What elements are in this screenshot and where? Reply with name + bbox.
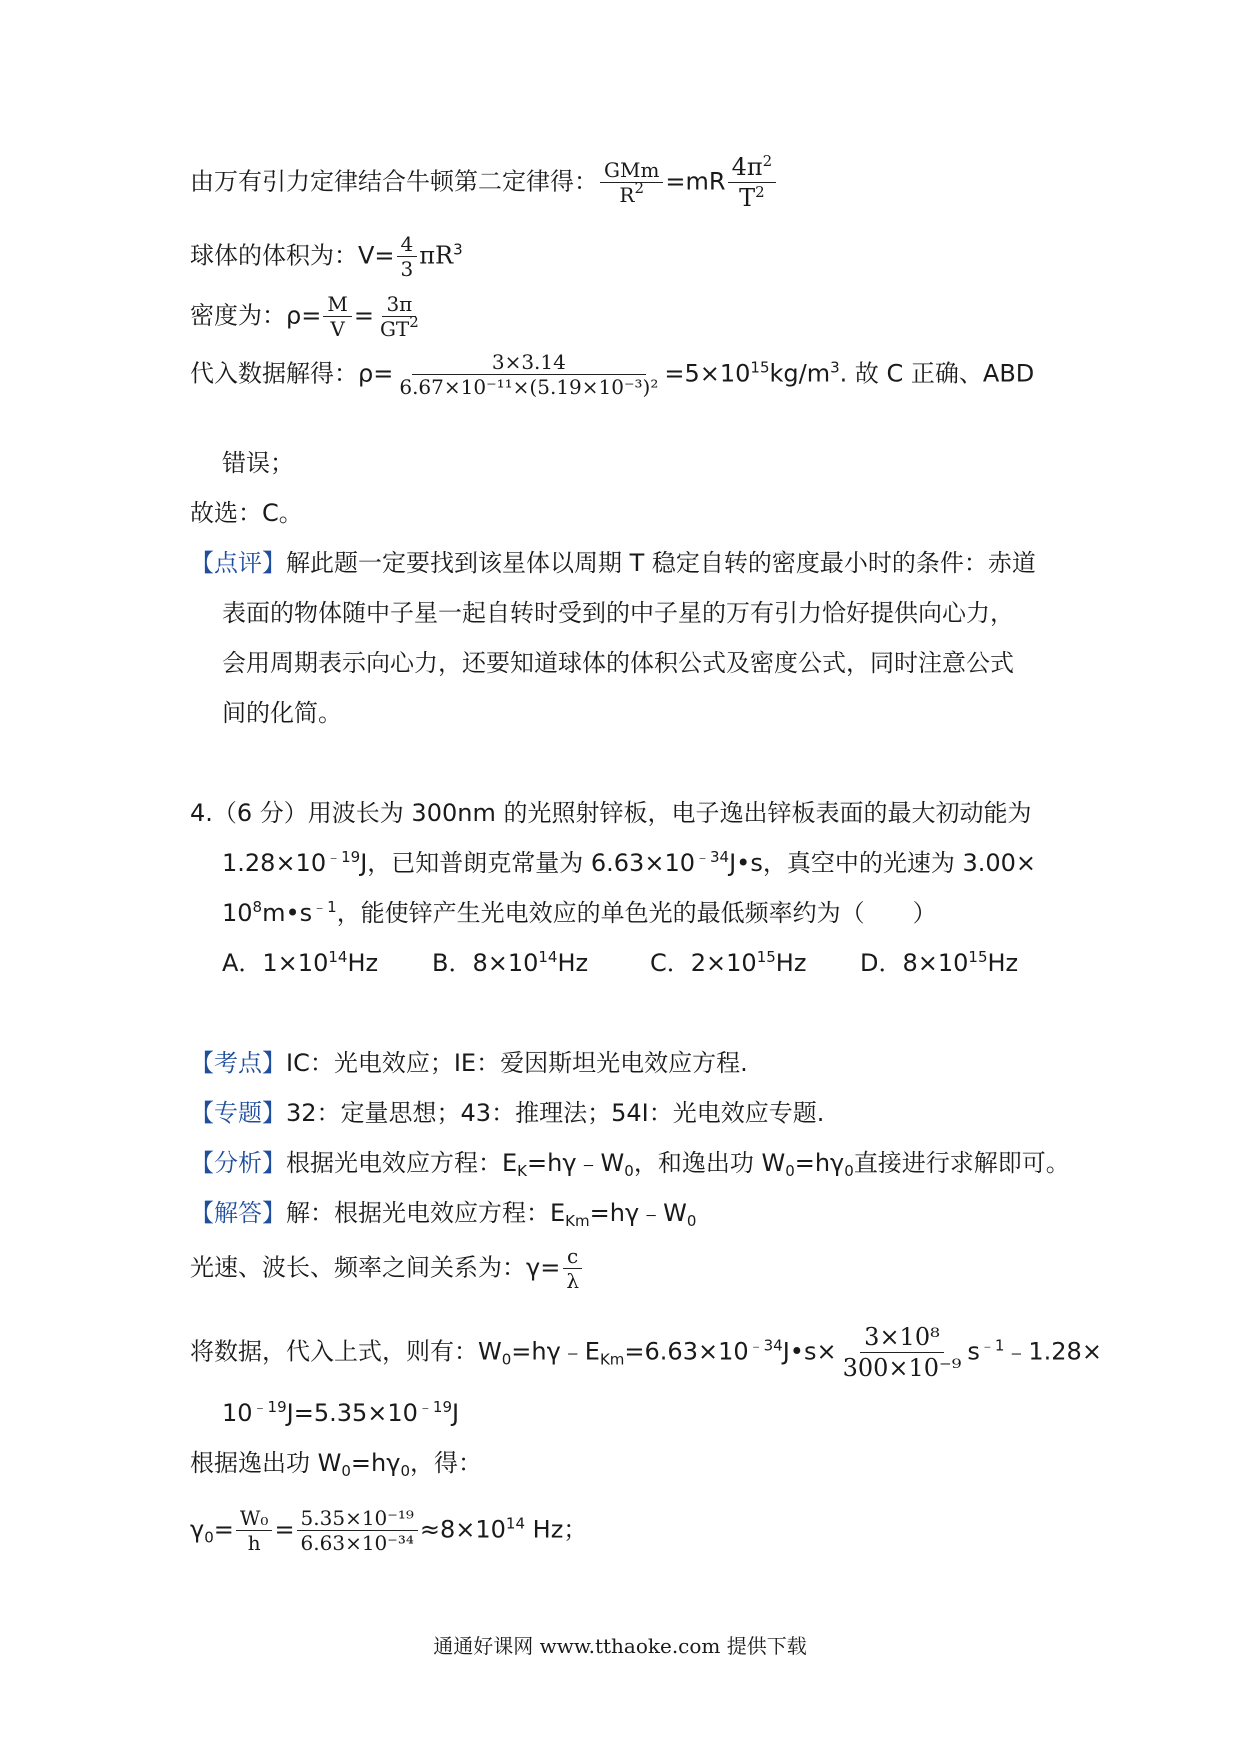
options-row (222, 946, 1070, 980)
comment-line-2: 表面的物体随中子星一起自转时受到的中子星的万有引力恰好提供向心力， (222, 599, 1014, 627)
question-line-3: $10^8m•s^{﹣1}$，能使锌产生光电效应的单色光的最低频率约为（ ） (222, 898, 937, 927)
option-c[interactable]: C．$2\times 10^{15}Hz$ (650, 948, 807, 977)
work-value-line: $10^{﹣19}J=5.35\times 10^{﹣19}J$ (222, 1398, 460, 1427)
error-text: 错误； (222, 449, 294, 477)
density-fraction-2: $\frac{3\pi}{GT^2}$ (379, 292, 419, 341)
option-d[interactable]: D．$8\times 10^{15}Hz$ (860, 948, 1019, 977)
substitute-line: 将数据，代入上式，则有：$W_0=h\gamma﹣E_{Km}=6.63\times 10^{﹣34}J•s\times$ $\frac{\text{3×10⁸}}{\text{300×10⁻⁹}}$ $s^{﹣1}﹣1.28\times$ (190, 1323, 1102, 1382)
option-b[interactable]: B．$8\times 10^{14}Hz$ (432, 948, 589, 977)
comment-line-3: 会用周期表示向心力，还要知道球体的体积公式及密度公式，同时注意公式 (222, 649, 1014, 677)
gravity-equation-text: 由万有引力定律结合牛顿第二定律得： (190, 167, 598, 196)
relation-fraction: $\frac{c}{\lambda}$ (562, 1244, 583, 1293)
density-line: 密度为：ρ= $\frac{M}{V}$ = $\frac{3\pi}{GT^2}$ (190, 292, 425, 341)
gravity-equation-line: 由万有引力定律结合牛顿第二定律得： $\frac{\text{GMm}}{R^2}$ =mR $\frac{4\pi^2}{T^2}$ (190, 152, 778, 213)
density-fraction-1: $\frac{M}{V}$ (323, 292, 351, 341)
question-line-2: $1.28\times 10^{﹣19}J$，已知普朗克常量为 $6.63\times 10^{﹣34}J•s$，真空中的光速为 3.00× (222, 848, 1036, 877)
numeric-fraction: $\frac{\text{5.35×10⁻¹⁹}}{\text{6.63×10⁻³⁴}}$ (297, 1506, 418, 1555)
volume-line: 球体的体积为：V= $\frac{4}{3}$ $\pi R^3$ (190, 232, 463, 281)
speed-fraction: $\frac{\text{3×10⁸}}{\text{300×10⁻⁹}}$ (842, 1323, 962, 1382)
volume-fraction: $\frac{4}{3}$ (397, 232, 418, 281)
density-value-fraction: $\frac{3\times 3.14}{\text{6.67×10⁻¹¹×(5.19×10⁻³)²}}$ (399, 350, 659, 399)
kaodian-label: 【考点】 (190, 1049, 286, 1077)
jieda-line: 【解答】解：根据光电效应方程：$E_{Km}=h\gamma﹣W_0$ (190, 1199, 697, 1230)
comment-line-1: 【点评】解此题一定要找到该星体以周期 T 稳定自转的密度最小时的条件：赤道 (190, 549, 1036, 577)
substitution-line: 代入数据解得：ρ= $\frac{3\times 3.14}{\text{6.67×10⁻¹¹×(5.19×10⁻³)²}}$ $=5\times 10^{15}kg/m^3$. 故 C 正确、ABD (190, 350, 1035, 399)
fenxi-line: 【分析】根据光电效应方程：$E_K=h\gamma﹣W_0$，和逸出功 $W_0=h\gamma_0$直接进行求解即可。 (190, 1149, 1070, 1180)
gmm-fraction: $\frac{\text{GMm}}{R^2}$ (600, 158, 663, 207)
work-function-line: 根据逸出功 $W_0=h\gamma_0$，得： (190, 1449, 482, 1480)
answer-text: 故选：C。 (190, 499, 303, 527)
final-result-line: $\gamma_0=$ $\frac{\text{W₀}}{h}$ = $\frac{\text{5.35×10⁻¹⁹}}{\text{6.63×10⁻³⁴}}$ $\approx 8\times 10^{14}$ Hz； (190, 1506, 588, 1555)
centripetal-fraction: $\frac{4\pi^2}{T^2}$ (728, 152, 777, 213)
relation-line: 光速、波长、频率之间关系为：γ= $\frac{c}{\lambda}$ (190, 1244, 585, 1293)
comment-line-4: 间的化简。 (222, 699, 342, 727)
question-line-1: 4.（6 分）用波长为 300nm 的光照射锌板，电子逸出锌板表面的最大初动能为 (190, 799, 1032, 827)
option-a[interactable]: A．$1\times 10^{14}Hz$ (222, 948, 379, 977)
zhuanti-line: 【专题】32：定量思想；43：推理法；54I：光电效应专题. (190, 1099, 825, 1127)
kaodian-line: 【考点】IC：光电效应；IE：爱因斯坦光电效应方程. (190, 1049, 748, 1077)
jieda-label: 【解答】 (190, 1199, 286, 1227)
fenxi-label: 【分析】 (190, 1149, 286, 1177)
page-footer: 通通好课网 www.tthaoke.com 提供下载 (433, 1634, 807, 1658)
w0-over-h-fraction: $\frac{\text{W₀}}{h}$ (236, 1506, 273, 1555)
comment-label: 【点评】 (190, 549, 286, 577)
zhuanti-label: 【专题】 (190, 1099, 286, 1127)
